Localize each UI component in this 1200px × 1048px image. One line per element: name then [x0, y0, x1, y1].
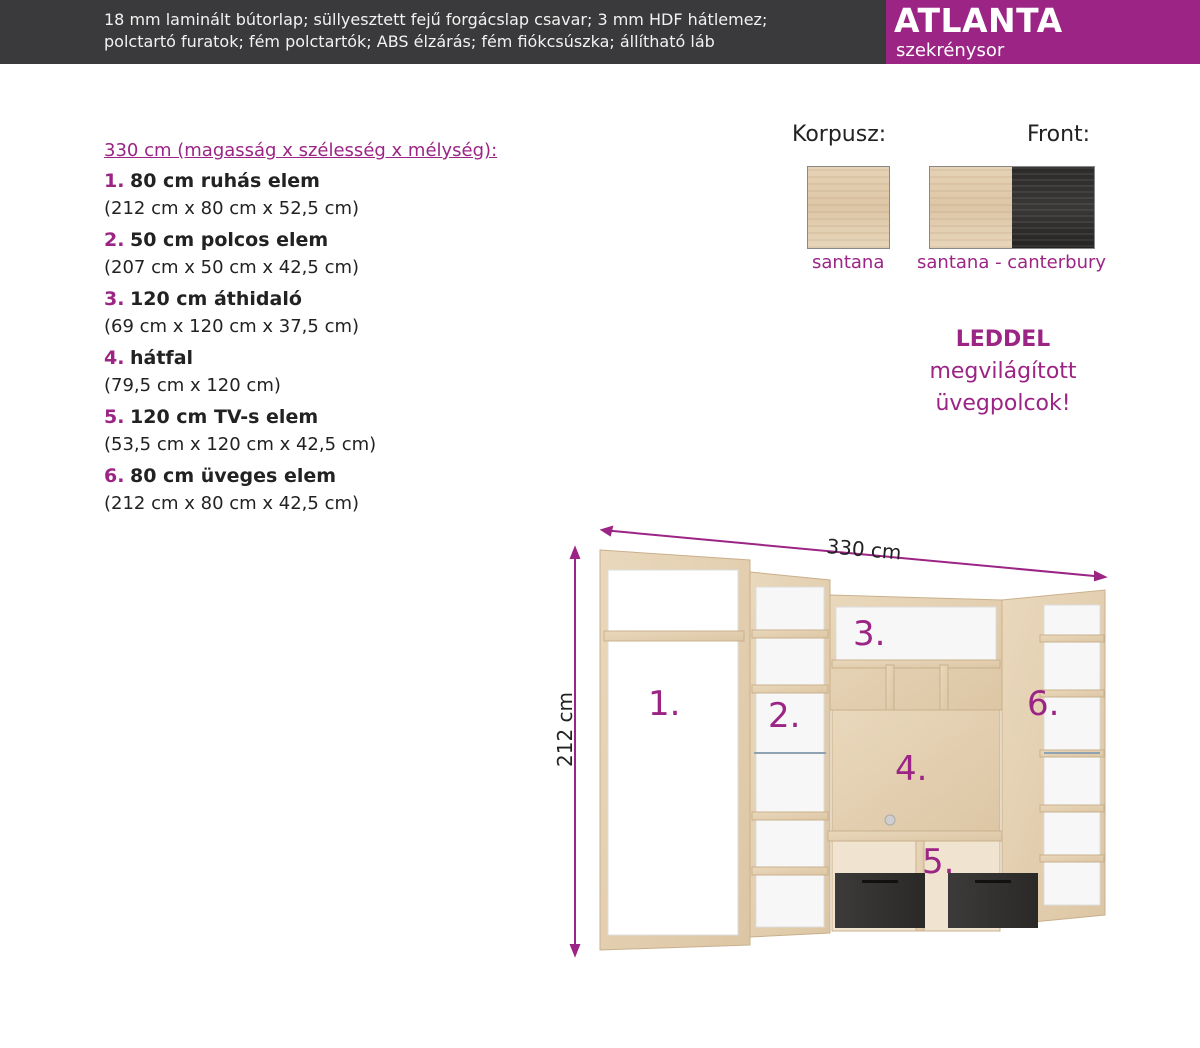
- width-dimension-label: 330 cm: [825, 534, 903, 565]
- promo-line2: megvilágított: [929, 359, 1077, 384]
- korpusz-caption: santana: [812, 252, 885, 273]
- spec-number: 5.: [104, 406, 125, 428]
- korpusz-label: Korpusz:: [792, 122, 887, 147]
- spec-name: hátfal: [130, 347, 194, 369]
- promo-line3: üvegpolcok!: [935, 391, 1071, 416]
- spec-name: 120 cm TV-s elem: [130, 406, 319, 428]
- spec-dimensions: (207 cm x 50 cm x 42,5 cm): [104, 257, 360, 278]
- header-description-line1: 18 mm laminált bútorlap; süllyesztett fejű forgácslap csavar; 3 mm HDF hátlemez;: [104, 10, 768, 29]
- spec-dimensions: (79,5 cm x 120 cm): [104, 375, 281, 396]
- spec-item-4: [104, 345, 376, 404]
- korpusz-swatch: [807, 166, 890, 249]
- spec-name: 120 cm áthidaló: [130, 288, 302, 310]
- furniture-diagram: [540, 505, 1140, 970]
- spec-name: 80 cm ruhás elem: [130, 170, 320, 192]
- brand-title: ATLANTA: [894, 1, 1063, 40]
- spec-list: [104, 168, 376, 522]
- front-caption: santana - canterbury: [917, 252, 1107, 273]
- spec-dimensions: (69 cm x 120 cm x 37,5 cm): [104, 316, 360, 337]
- unit-label-4: 4.: [895, 749, 928, 789]
- unit-label-3: 3.: [853, 614, 886, 654]
- spec-item-5: [104, 404, 376, 463]
- brand-box: [886, 0, 1200, 64]
- unit-label-6: 6.: [1027, 684, 1060, 724]
- unit-label-1: 1.: [648, 684, 681, 724]
- spec-number: 2.: [104, 229, 125, 251]
- spec-number: 1.: [104, 170, 125, 192]
- spec-dimensions: (212 cm x 80 cm x 52,5 cm): [104, 198, 360, 219]
- front-swatch-canterbury: [1012, 166, 1095, 249]
- height-dimension-label: 212 cm: [553, 691, 577, 767]
- header-description: [104, 9, 864, 53]
- promo-line1: LEDDEL: [955, 327, 1051, 352]
- spec-dimensions: (212 cm x 80 cm x 42,5 cm): [104, 493, 360, 514]
- front-label: Front:: [1027, 122, 1091, 147]
- spec-item-1: [104, 168, 376, 227]
- unit-label-2: 2.: [768, 696, 801, 736]
- spec-number: 6.: [104, 465, 125, 487]
- spec-heading: 330 cm (magasság x szélesség x mélység):: [104, 140, 498, 161]
- spec-number: 4.: [104, 347, 125, 369]
- spec-item-3: [104, 286, 376, 345]
- cable-hole: [885, 815, 895, 825]
- header-description-line2: polctartó furatok; fém polctartók; ABS élzárás; fém fiókcsúszka; állítható láb: [104, 32, 715, 51]
- spec-name: 80 cm üveges elem: [130, 465, 337, 487]
- spec-name: 50 cm polcos elem: [130, 229, 329, 251]
- front-swatch-santana: [929, 166, 1012, 249]
- brand-subtitle: szekrénysor: [896, 40, 1005, 61]
- unit-label-5: 5.: [922, 842, 955, 882]
- wardrobe-interior: [608, 570, 738, 935]
- led-promo: [900, 324, 1106, 420]
- spec-number: 3.: [104, 288, 125, 310]
- spec-item-2: [104, 227, 376, 286]
- tv-stand: [828, 831, 1004, 841]
- wardrobe-top-shelf: [604, 631, 744, 641]
- spec-dimensions: (53,5 cm x 120 cm x 42,5 cm): [104, 434, 377, 455]
- spec-item-6: [104, 463, 376, 522]
